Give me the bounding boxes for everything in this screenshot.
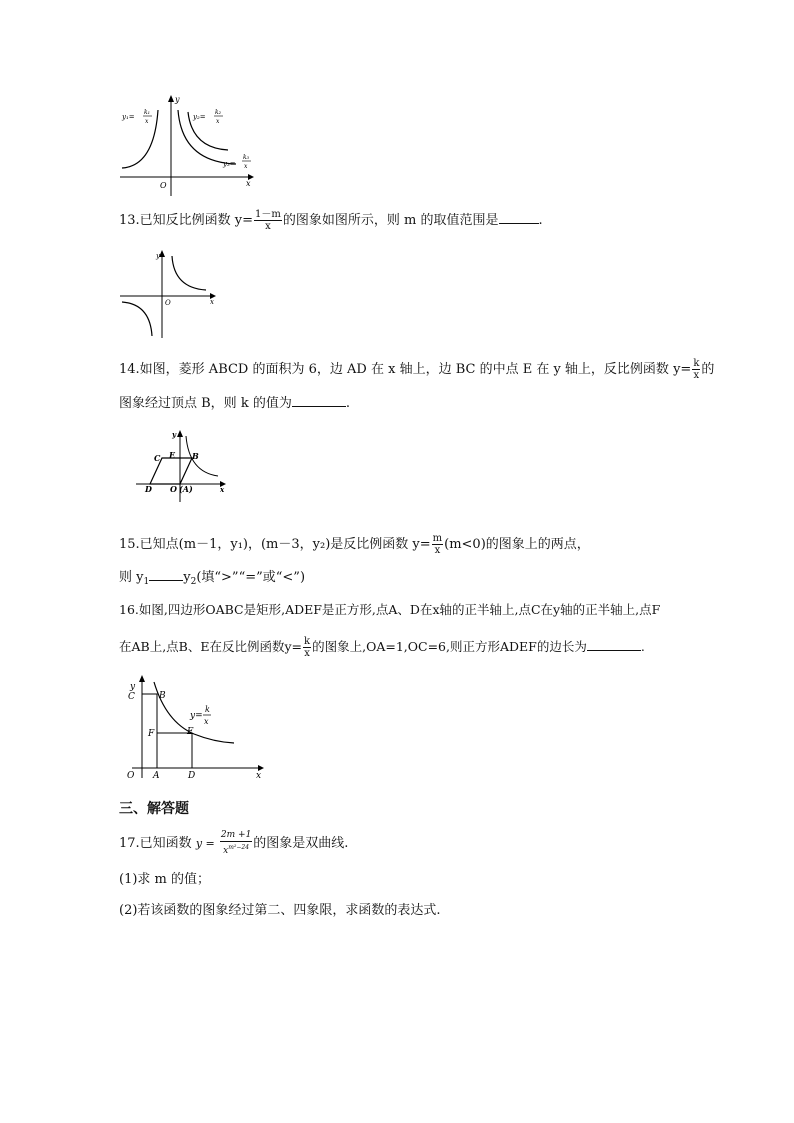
fig13-y-label: y bbox=[156, 252, 160, 260]
q13-den: x bbox=[265, 221, 271, 232]
q14-line1-prefix: 14.如图，菱形 ABCD 的面积为 6，边 AD 在 x 轴上，边 BC 的中点 E 在 y 轴上，反比例函数 y= bbox=[119, 362, 692, 377]
y-axis-arrow bbox=[177, 430, 183, 437]
fig16-label-f: F bbox=[148, 729, 155, 739]
figure-q13 bbox=[116, 248, 218, 340]
fig16-label-a: A bbox=[153, 771, 160, 781]
figure-hyperbolas-k1k2k3 bbox=[116, 92, 256, 198]
figure-q16 bbox=[118, 672, 268, 782]
y-axis-arrow bbox=[168, 95, 174, 102]
q14-num: k bbox=[693, 358, 700, 369]
q17-part2: (2)若该函数的图象经过第二、四象限，求函数的表达式. bbox=[119, 903, 441, 918]
k1-den: x bbox=[145, 118, 149, 125]
curve-q14 bbox=[186, 436, 218, 476]
q15-sub2: 2 bbox=[190, 577, 197, 587]
q14-line1-suffix: 的 bbox=[701, 362, 715, 377]
q14-den: x bbox=[693, 370, 700, 381]
fig-top-x-label: x bbox=[246, 179, 251, 188]
q13-suffix: 的图象如图所示，则 m 的取值范围是 bbox=[282, 213, 499, 228]
fig14-label-d: D bbox=[145, 484, 152, 494]
fig16-y-label: y bbox=[130, 682, 136, 692]
fig14-label-c: C bbox=[154, 453, 161, 463]
fig16-label-o: O bbox=[127, 771, 135, 781]
curve-y2 bbox=[178, 110, 236, 164]
q16-line2-suffix: 的图象上,OA=1,OC=6,则正方形ADEF的边长为 bbox=[312, 639, 587, 654]
q15-fraction bbox=[432, 533, 443, 556]
curve-q13-third-quadrant bbox=[122, 302, 152, 336]
fig16-label-e: E bbox=[187, 727, 194, 737]
q16-answer-blank[interactable] bbox=[587, 638, 641, 651]
q13-prefix: 13.已知反比例函数 y= bbox=[119, 213, 254, 228]
k2-den: x bbox=[216, 118, 220, 125]
question-17 bbox=[119, 830, 348, 857]
q15-line1-prefix: 15.已知点(m－1，y₁)，(m－3，y₂)是反比例函数 y= bbox=[119, 537, 431, 552]
question-16 bbox=[119, 600, 660, 620]
fig16-x-label: x bbox=[256, 771, 262, 781]
q15-line2-prefix: 则 y bbox=[119, 570, 144, 585]
q15-answer-blank[interactable] bbox=[149, 568, 183, 581]
q17-y-eq: y = bbox=[195, 837, 215, 850]
fig14-label-b: B bbox=[192, 451, 199, 461]
q16-den: x bbox=[304, 648, 310, 659]
k3-den: x bbox=[244, 163, 248, 170]
section-heading-3: 三、解答题 bbox=[119, 801, 189, 817]
y-axis-arrow bbox=[139, 675, 145, 682]
fig13-origin-label: O bbox=[165, 299, 171, 307]
q15-line1-suffix: (m<0)的图象上的两点， bbox=[444, 537, 590, 552]
y3-label: y₃= bbox=[223, 160, 236, 168]
figure-q14-rhombus bbox=[134, 428, 228, 504]
q15-sub1: 1 bbox=[143, 577, 150, 587]
q14-end: . bbox=[345, 396, 350, 411]
q15-line2-mid: y bbox=[183, 570, 191, 585]
question-16-line2 bbox=[119, 636, 645, 659]
fig16-eq-num: k bbox=[205, 705, 210, 714]
fig14-label-o: O bbox=[170, 484, 177, 494]
q15-line2-suffix: (填“>”“=”或“<”) bbox=[196, 570, 306, 585]
question-15-line2 bbox=[119, 568, 305, 592]
q17-prefix: 17.已知函数 bbox=[119, 836, 192, 851]
q14-line2: 图象经过顶点 B，则 k 的值为 bbox=[119, 396, 292, 411]
q17-den-base: x bbox=[223, 846, 229, 856]
fig-top-y-label: y bbox=[175, 95, 180, 104]
fig16-eq-label: y= bbox=[190, 711, 203, 721]
fig13-x-label: x bbox=[210, 298, 214, 306]
fig-top-origin-label: O bbox=[160, 181, 167, 190]
fig16-eq-den: x bbox=[204, 717, 209, 726]
q16-line2-prefix: 在AB上,点B、E在反比例函数y= bbox=[119, 639, 303, 654]
y1-label: y₁= bbox=[122, 113, 135, 121]
square-adef bbox=[157, 733, 192, 768]
q13-answer-blank[interactable] bbox=[499, 211, 539, 224]
k2-label: k₂ bbox=[215, 109, 222, 116]
fig16-label-d: D bbox=[188, 771, 196, 781]
fig16-label-b: B bbox=[159, 691, 166, 701]
q13-fraction bbox=[254, 209, 282, 232]
fig14-x-label: x bbox=[220, 485, 225, 494]
question-14 bbox=[119, 358, 714, 381]
q13-num: 1－m bbox=[255, 209, 281, 220]
q14-answer-blank[interactable] bbox=[292, 394, 346, 407]
question-15 bbox=[119, 533, 590, 556]
q17-part1: (1)求 m 的值； bbox=[119, 872, 211, 887]
q13-end: . bbox=[538, 213, 543, 228]
q16-fraction bbox=[303, 636, 311, 659]
q14-fraction bbox=[692, 358, 700, 381]
q17-den-exp: m²−24 bbox=[228, 844, 250, 851]
question-13 bbox=[119, 209, 543, 232]
fig16-label-c: C bbox=[128, 692, 135, 702]
q16-line1: 16.如图,四边形OABC是矩形,ADEF是正方形,点A、D在x轴的正半轴上,点C在y轴的正半轴上,点F bbox=[119, 602, 661, 617]
curve-q13-first-quadrant bbox=[172, 256, 206, 290]
q15-num: m bbox=[432, 533, 443, 544]
y2-label: y₂= bbox=[193, 113, 206, 121]
q16-end: . bbox=[640, 639, 645, 654]
q17-num: 2m +1 bbox=[220, 830, 252, 840]
q17-suffix: 的图象是双曲线. bbox=[253, 836, 349, 851]
fig14-label-a: (A) bbox=[179, 484, 193, 494]
fig14-label-e: E bbox=[169, 450, 176, 460]
q16-num: k bbox=[304, 636, 311, 647]
q15-den: x bbox=[434, 545, 441, 556]
k3-label: k₃ bbox=[243, 154, 250, 161]
q17-fraction bbox=[220, 830, 252, 857]
question-14-line2 bbox=[119, 394, 350, 414]
fig14-y-label: y bbox=[172, 430, 177, 439]
k1-label: k₁ bbox=[144, 109, 151, 116]
